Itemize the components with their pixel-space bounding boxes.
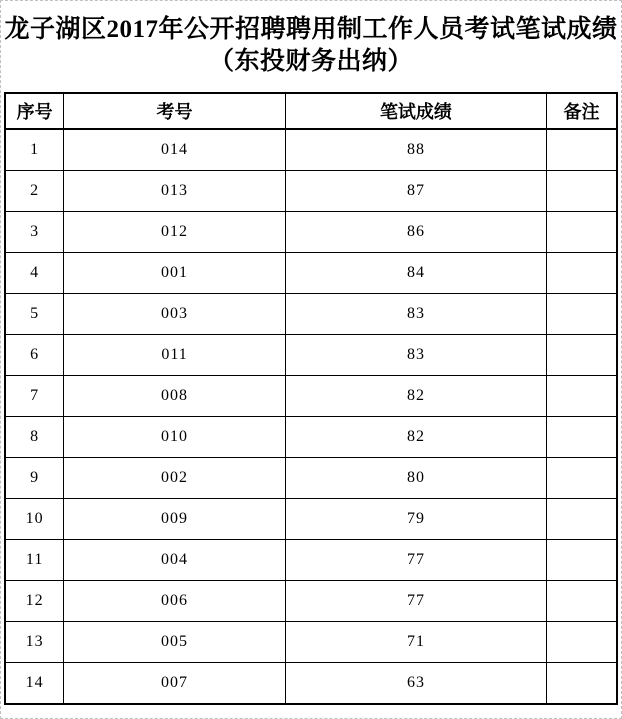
score-table	[4, 92, 618, 705]
cell-remark	[547, 335, 617, 376]
cell-remark	[547, 129, 617, 171]
cell-score: 80	[285, 458, 546, 499]
cell-no: 2	[5, 171, 64, 212]
cell-exam-no: 014	[64, 129, 286, 171]
table-row	[5, 540, 617, 581]
cell-exam-no: 003	[64, 294, 286, 335]
cell-no: 4	[5, 253, 64, 294]
cell-score: 71	[285, 622, 546, 663]
cell-score: 63	[285, 663, 546, 705]
cell-score: 83	[285, 335, 546, 376]
cell-remark	[547, 212, 617, 253]
column-header-remark: 备注	[547, 93, 617, 129]
table-row	[5, 622, 617, 663]
cell-score: 82	[285, 417, 546, 458]
cell-exam-no: 004	[64, 540, 286, 581]
cell-no: 9	[5, 458, 64, 499]
cell-remark	[547, 581, 617, 622]
cell-no: 12	[5, 581, 64, 622]
cell-exam-no: 007	[64, 663, 286, 705]
cell-score: 87	[285, 171, 546, 212]
cell-remark	[547, 376, 617, 417]
table-row	[5, 376, 617, 417]
cell-no: 13	[5, 622, 64, 663]
cell-remark	[547, 499, 617, 540]
cell-score: 82	[285, 376, 546, 417]
cell-exam-no: 002	[64, 458, 286, 499]
cell-remark	[547, 663, 617, 705]
cell-no: 8	[5, 417, 64, 458]
table-row	[5, 335, 617, 376]
score-table-body	[5, 129, 617, 704]
cell-score: 88	[285, 129, 546, 171]
table-row	[5, 171, 617, 212]
cell-no: 5	[5, 294, 64, 335]
column-header-score: 笔试成绩	[285, 93, 546, 129]
cell-no: 7	[5, 376, 64, 417]
column-header-exam-no: 考号	[64, 93, 286, 129]
cell-score: 77	[285, 540, 546, 581]
table-row	[5, 253, 617, 294]
cell-score: 84	[285, 253, 546, 294]
cell-no: 6	[5, 335, 64, 376]
cell-remark	[547, 294, 617, 335]
cell-exam-no: 005	[64, 622, 286, 663]
cell-remark	[547, 171, 617, 212]
cell-score: 86	[285, 212, 546, 253]
cell-no: 14	[5, 663, 64, 705]
cell-score: 79	[285, 499, 546, 540]
cell-remark	[547, 253, 617, 294]
table-row	[5, 499, 617, 540]
cell-remark	[547, 622, 617, 663]
cell-exam-no: 011	[64, 335, 286, 376]
table-row	[5, 212, 617, 253]
cell-no: 1	[5, 129, 64, 171]
table-row	[5, 458, 617, 499]
table-row	[5, 581, 617, 622]
cell-exam-no: 012	[64, 212, 286, 253]
table-row	[5, 417, 617, 458]
table-row	[5, 129, 617, 171]
cell-remark	[547, 458, 617, 499]
cell-score: 77	[285, 581, 546, 622]
cell-no: 10	[5, 499, 64, 540]
title-line-2: （东投财务出纳）	[208, 48, 413, 75]
cell-no: 3	[5, 212, 64, 253]
cell-exam-no: 009	[64, 499, 286, 540]
cell-remark	[547, 417, 617, 458]
cell-no: 11	[5, 540, 64, 581]
column-header-no: 序号	[5, 93, 64, 129]
table-row	[5, 294, 617, 335]
score-table-header	[5, 93, 617, 129]
cell-exam-no: 010	[64, 417, 286, 458]
title-line-1: 龙子湖区2017年公开招聘聘用制工作人员考试笔试成绩	[4, 16, 618, 43]
cell-exam-no: 001	[64, 253, 286, 294]
cell-exam-no: 013	[64, 171, 286, 212]
cell-exam-no: 006	[64, 581, 286, 622]
header-row	[5, 93, 617, 129]
cell-exam-no: 008	[64, 376, 286, 417]
cell-remark	[547, 540, 617, 581]
table-row	[5, 663, 617, 705]
document-title	[1, 1, 621, 78]
cell-score: 83	[285, 294, 546, 335]
